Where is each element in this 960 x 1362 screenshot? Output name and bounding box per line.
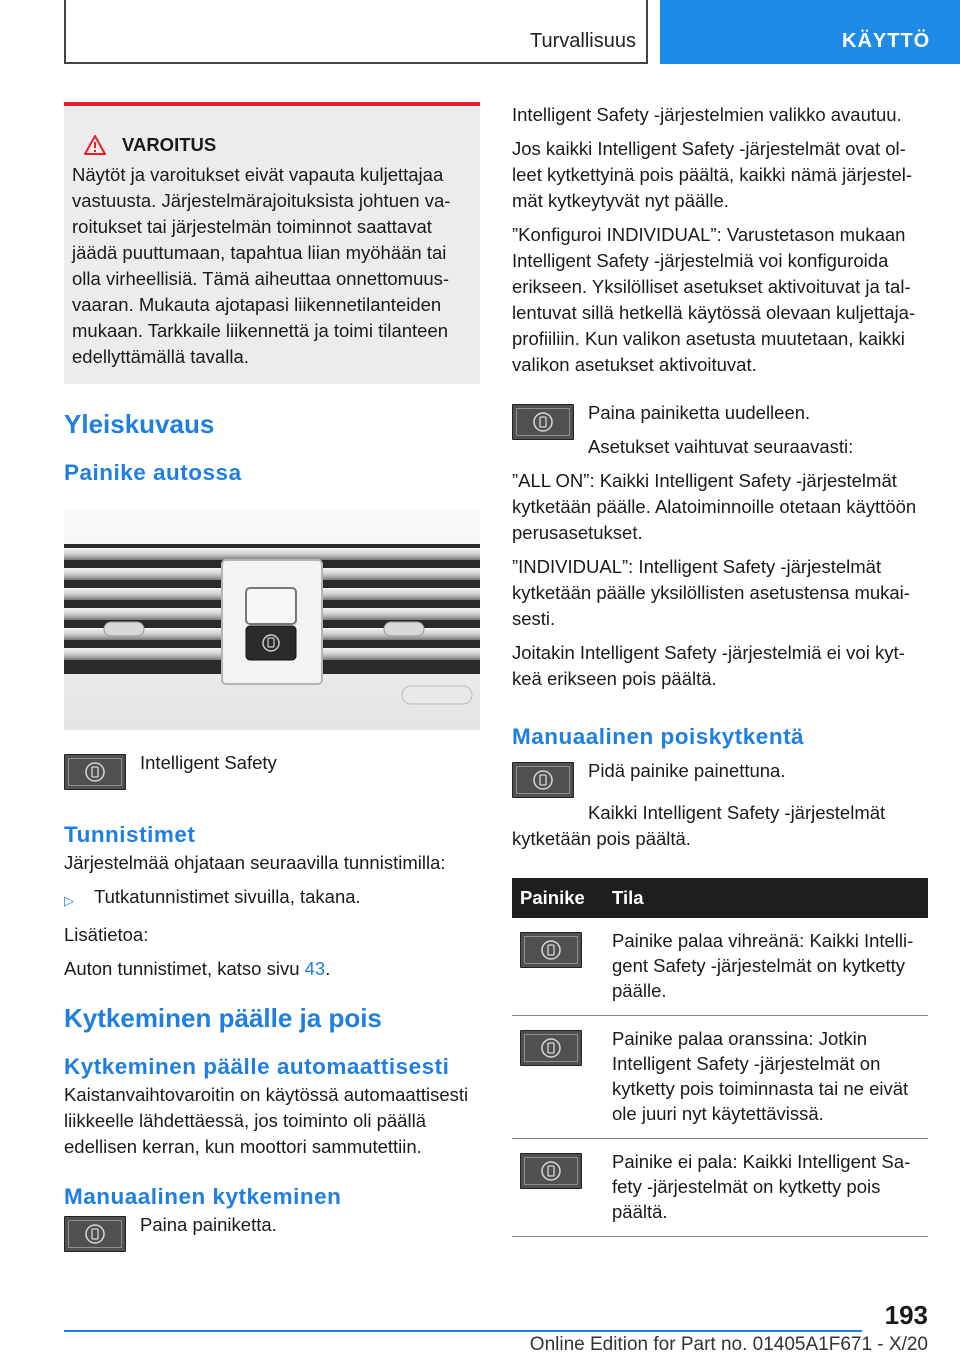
table-row xyxy=(512,1139,928,1237)
warning-triangle-icon xyxy=(84,135,106,155)
header-chapter-tab[interactable] xyxy=(660,0,960,64)
more-info-label: Lisätietoa: xyxy=(64,924,149,945)
sensors-intro: Järjestelmää ohjataan seuraavilla tunnistimilla: xyxy=(64,852,446,873)
header-section-title: Turvallisuus xyxy=(530,30,636,52)
table-row xyxy=(512,1016,928,1139)
manual-on-step xyxy=(64,1212,480,1252)
settings-change-text: Asetukset vaihtuvat seuraavasti: xyxy=(588,436,854,457)
left-column xyxy=(64,102,480,1252)
table-header-row xyxy=(512,878,928,918)
footer-divider xyxy=(64,1330,862,1332)
sensors-list-item-text: Tutkatunnistimet sivuilla, takana. xyxy=(94,886,361,907)
table-cell-state: Painike ei pala: Kaikki Intelligent Safety -järjestelmät on kytketty pois päältä. xyxy=(604,1139,928,1237)
button-legend-row xyxy=(64,750,480,790)
heading-auto-on: Kytkeminen päälle automaattisesti xyxy=(64,1054,450,1079)
hold-step xyxy=(512,758,928,798)
heading-switching: Kytkeminen päälle ja pois xyxy=(64,1003,382,1033)
footer-edition: Online Edition for Part no. 01405A1F671 - X/20 xyxy=(529,1334,928,1355)
individual-text: ”INDIVIDUAL”: Intelligent Safety -järjestelmät kytketään päälle yksilöllisten asetustensa mukaisesti. xyxy=(512,556,910,629)
heading-manual-on: Manuaalinen kytkeminen xyxy=(64,1184,342,1209)
intelligent-safety-button-icon xyxy=(512,762,574,798)
page-reference-link[interactable]: 43 xyxy=(304,958,326,979)
manual-on-step-text: Paina painiketta. xyxy=(140,1214,277,1235)
configure-individual-text: ”Konfiguroi INDIVIDUAL”: Varustetason mukaan Intelligent Safety -järjestelmiä voi konfiguroida erikseen. Yksilölliset asetukset aktivoituvat ja tallentuvat sillä hetkellä käytössä olevaan kuljettajaprofiiliin. Kun valikon asetusta muutetaan, kaikki valikon asetukset aktivoituvat. xyxy=(512,224,916,375)
press-again-step xyxy=(512,400,928,460)
table-row xyxy=(512,918,928,1016)
car-vent-button-photo xyxy=(64,510,480,730)
table-cell-icon xyxy=(512,1016,604,1139)
table-header-button: Painike xyxy=(512,878,604,918)
all-off-then-on-text: Jos kaikki Intelligent Safety -järjestelmät ovat olleet kytkettyinä pois päältä, kaikki nämä järjestelmät kytkeytyvät nyt päälle. xyxy=(512,138,913,211)
button-legend-label: Intelligent Safety xyxy=(140,752,277,773)
table-header-state: Tila xyxy=(604,878,928,918)
sensors-list-item xyxy=(64,884,480,914)
right-column xyxy=(512,102,928,1237)
intelligent-safety-button-icon xyxy=(512,404,574,440)
intelligent-safety-button-icon xyxy=(64,1216,126,1252)
intelligent-safety-button-icon xyxy=(64,754,126,790)
table-cell-state: Painike palaa vihreänä: Kaikki Intelligent Safety -järjestelmät on kytketty päälle. xyxy=(604,918,928,1016)
some-cannot-text: Joitakin Intelligent Safety -järjestelmiä ei voi kytkeä erikseen pois päältä. xyxy=(512,642,905,689)
heading-manual-off: Manuaalinen poiskytkentä xyxy=(512,724,805,749)
warning-text: Näytöt ja varoitukset eivät vapauta kuljettajaa vastuusta. Järjestelmärajoituksista johtuen varoitukset tai järjestelmän toiminnot saattavat jäädä puuttumaan, tapahtua liian myöhään tai olla virheellisiä. Tämä aiheuttaa onnettomuusvaaran. Mukauta ajotapasi liikennetilanteiden mukaan. Tarkkaile liikennettä ja toimi tilanteen edellyttämällä tavalla. xyxy=(72,164,451,367)
page-number: 193 xyxy=(884,1300,928,1330)
hold-text: Pidä painike painettuna. xyxy=(588,760,786,781)
table-cell-icon xyxy=(512,1139,604,1237)
heading-overview: Yleiskuvaus xyxy=(64,409,215,439)
dashboard-vent-illustration xyxy=(64,510,480,730)
heading-button-in-car: Painike autossa xyxy=(64,460,242,485)
press-again-text: Paina painiketta uudelleen. xyxy=(588,402,811,423)
bullet-triangle-icon: ▷ xyxy=(64,893,74,908)
all-on-text: ”ALL ON”: Kaikki Intelligent Safety -järjestelmät kytketään päälle. Alatoiminnoille otetaan käyttöön perusasetukset. xyxy=(512,470,917,543)
menu-opens-text: Intelligent Safety -järjestelmien valikko avautuu. xyxy=(512,104,902,125)
auto-on-text: Kaistanvaihtovaroitin on käytössä automaattisesti liikkeelle lähdettäessä, jos toiminto oli päällä edellisen kerran, kun moottori sammutettiin. xyxy=(64,1084,469,1157)
header-chapter-label: KÄYTTÖ xyxy=(842,30,931,52)
intelligent-safety-button-icon xyxy=(520,932,582,968)
intelligent-safety-button-icon xyxy=(520,1030,582,1066)
more-info-text: Auton tunnistimet, katso sivu xyxy=(64,958,305,979)
more-info-period: . xyxy=(325,958,331,979)
table-cell-state: Painike palaa oranssina: Jotkin Intelligent Safety -järjestelmät on kytketty pois toiminnasta tai ne eivät ole juuri nyt käytettävissä. xyxy=(604,1016,928,1139)
all-off-text: Kaikki Intelligent Safety -järjestelmät kytketään pois päältä. xyxy=(512,802,886,849)
intelligent-safety-button-icon xyxy=(520,1153,582,1189)
button-state-table xyxy=(512,878,928,1237)
warning-title-text: VAROITUS xyxy=(122,134,217,155)
warning-title xyxy=(72,134,472,156)
warning-box xyxy=(64,102,480,384)
table-cell-icon xyxy=(512,918,604,1016)
heading-sensors: Tunnistimet xyxy=(64,822,196,847)
more-info-reference xyxy=(64,956,480,982)
